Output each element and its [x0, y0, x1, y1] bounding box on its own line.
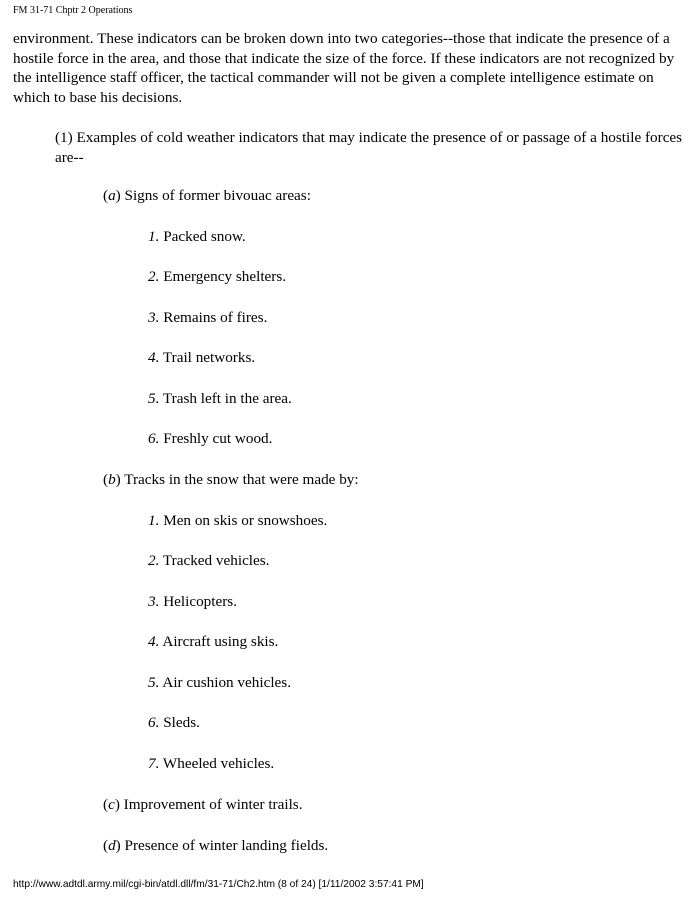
- subparagraph-c-text: Improvement of winter trails.: [119, 796, 303, 813]
- list-item-number: 6.: [148, 430, 160, 447]
- subparagraph-c: [103, 795, 303, 814]
- list-item: [148, 348, 255, 367]
- subparagraph-d-close: ): [115, 837, 121, 854]
- list-item-text: Trash left in the area.: [159, 390, 292, 407]
- list-item-number: 3.: [148, 593, 160, 610]
- list-item-number: 7.: [148, 755, 160, 772]
- subparagraph-a-close: ): [115, 187, 121, 204]
- list-item-text: Packed snow.: [159, 228, 246, 245]
- page-header: FM 31-71 Chptr 2 Operations: [13, 5, 133, 16]
- subparagraph-d-open: (: [103, 837, 109, 854]
- list-item-number: 5.: [148, 390, 160, 407]
- subparagraph-d-text: Presence of winter landing fields.: [120, 837, 329, 854]
- subparagraph-d: [103, 836, 328, 855]
- list-item-number: 6.: [148, 714, 160, 731]
- subparagraph-a-text: Signs of former bivouac areas:: [120, 187, 311, 204]
- list-item-text: Aircraft using skis.: [159, 633, 279, 650]
- list-item-number: 5.: [148, 674, 160, 691]
- list-item: [148, 267, 286, 286]
- list-item-text: Helicopters.: [159, 593, 237, 610]
- intro-paragraph: environment. These indicators can be broken down into two categories--those that indicate the presence of a hostile force in the area, and those that indicate the size of the force. If these indicators are not recognized by the intelligence staff officer, the tactical commander will not be given a complete intelligence estimate on which to base his decisions.: [13, 30, 675, 106]
- subparagraph-a: [103, 186, 311, 205]
- subparagraph-c-letter: c: [108, 796, 115, 813]
- list-item: [148, 227, 246, 246]
- list-item-number: 3.: [148, 309, 160, 326]
- subparagraph-d-letter: d: [108, 837, 116, 854]
- list-item-number: 1.: [148, 512, 160, 529]
- subparagraph-a-open: (: [103, 187, 109, 204]
- list-item: [148, 754, 274, 773]
- subparagraph-b-text: Tracks in the snow that were made by:: [120, 471, 359, 488]
- list-item: [148, 592, 237, 611]
- list-item: [148, 389, 292, 408]
- list-item-text: Air cushion vehicles.: [159, 674, 291, 691]
- subparagraph-b-open: (: [103, 471, 109, 488]
- subparagraph-b-letter: b: [108, 471, 116, 488]
- list-item: [148, 429, 272, 448]
- list-item-number: 2.: [148, 552, 160, 569]
- list-item-number: 2.: [148, 268, 160, 285]
- list-item: [148, 308, 267, 327]
- subparagraph-a-letter: a: [108, 187, 116, 204]
- list-item-text: Trail networks.: [159, 349, 256, 366]
- list-item: [148, 713, 200, 732]
- list-item-text: Wheeled vehicles.: [159, 755, 275, 772]
- subparagraph-b-close: ): [115, 471, 121, 488]
- list-item-number: 4.: [148, 349, 160, 366]
- paragraph-1: (1) Examples of cold weather indicators that may indicate the presence of or passage of a hostile forces are--: [55, 129, 683, 166]
- list-item-text: Emergency shelters.: [159, 268, 287, 285]
- list-item-number: 4.: [148, 633, 160, 650]
- list-item-text: Men on skis or snowshoes.: [159, 512, 328, 529]
- list-item: [148, 511, 327, 530]
- list-item-text: Remains of fires.: [159, 309, 268, 326]
- subparagraph-c-open: (: [103, 796, 109, 813]
- list-item-text: Sleds.: [159, 714, 200, 731]
- list-item-text: Tracked vehicles.: [159, 552, 270, 569]
- list-item-text: Freshly cut wood.: [159, 430, 273, 447]
- subparagraph-c-close: ): [114, 796, 120, 813]
- page-footer-url: http://www.adtdl.army.mil/cgi-bin/atdl.dll/fm/31-71/Ch2.htm (8 of 24) [1/11/2002 3:57:41 PM]: [13, 879, 424, 890]
- list-item: [148, 632, 278, 651]
- subparagraph-b: [103, 470, 359, 489]
- list-item-number: 1.: [148, 228, 160, 245]
- list-item: [148, 551, 269, 570]
- list-item: [148, 673, 291, 692]
